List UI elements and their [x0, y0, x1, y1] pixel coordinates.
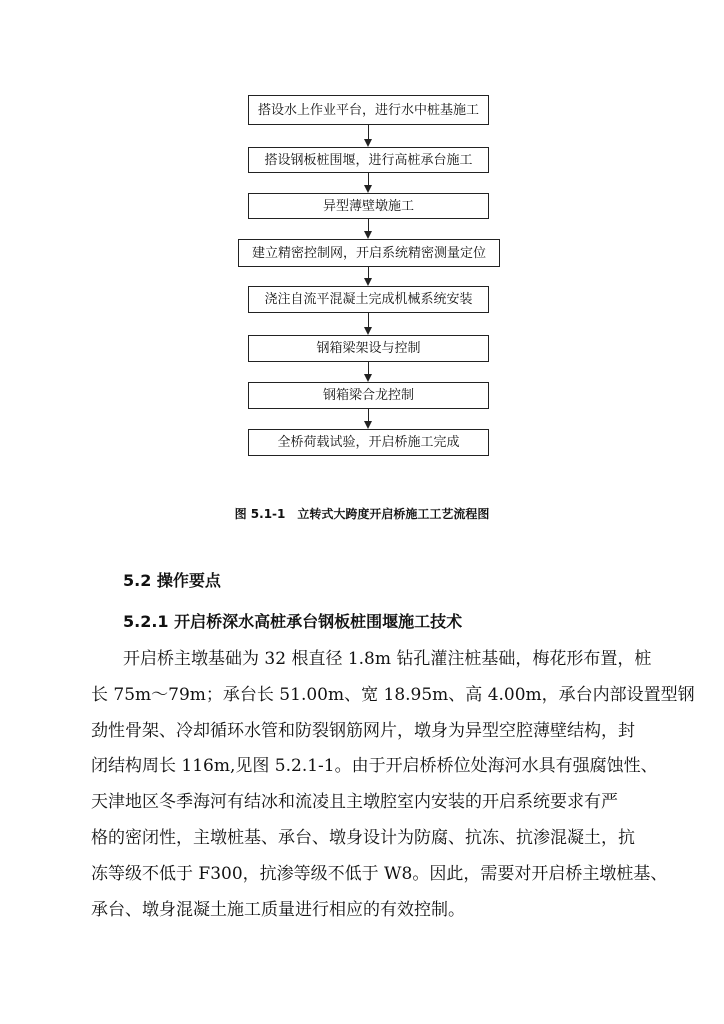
- flow-step-4: 建立精密控制网，开启系统精密测量定位: [238, 239, 500, 267]
- paragraph-line: 劲性骨架、冷却循环水管和防裂钢筋网片，墩身为异型空腔薄壁结构，封: [91, 720, 635, 741]
- flow-step-8: 全桥荷载试验，开启桥施工完成: [248, 429, 489, 456]
- flow-connector: [368, 125, 369, 139]
- section-heading: 5.2 操作要点: [123, 571, 221, 590]
- flow-arrow-icon: [364, 185, 372, 193]
- flow-connector: [368, 409, 369, 421]
- flow-arrow-icon: [364, 327, 372, 335]
- flow-step-6: 钢箱梁架设与控制: [248, 335, 489, 362]
- flow-connector: [368, 219, 369, 231]
- paragraph-line: 冻等级不低于 F300，抗渗等级不低于 W8。因此，需要对开启桥主墩桩基、: [91, 863, 668, 884]
- flow-arrow-icon: [364, 231, 372, 239]
- flow-arrow-icon: [364, 278, 372, 286]
- paragraph-line: 开启桥主墩基础为 32 根直径 1.8m 钻孔灌注桩基础，梅花形布置，桩: [123, 649, 652, 669]
- paragraph-line: 闭结构周长 116m,见图 5.2.1-1。由于开启桥桥位处海河水具有强腐蚀性、: [91, 756, 658, 777]
- figure-caption: 图 5.1-1 立转式大跨度开启桥施工工艺流程图: [234, 507, 490, 521]
- process-flowchart: [0, 0, 724, 480]
- subsection-heading: 5.2.1 开启桥深水高桩承台钢板桩围堰施工技术: [123, 612, 463, 631]
- body-paragraph: [91, 642, 695, 928]
- flow-step-1: 搭设水上作业平台，进行水中桩基施工: [248, 95, 489, 125]
- flow-arrow-icon: [364, 374, 372, 382]
- paragraph-line: 格的密闭性，主墩桩基、承台、墩身设计为防腐、抗冻、抗渗混凝土，抗: [91, 827, 635, 848]
- flow-step-7: 钢箱梁合龙控制: [248, 382, 489, 409]
- flow-step-5: 浇注自流平混凝土完成机械系统安装: [248, 286, 489, 313]
- flow-arrow-icon: [364, 139, 372, 147]
- paragraph-line: 承台、墩身混凝土施工质量进行相应的有效控制。: [91, 899, 465, 920]
- flow-connector: [368, 267, 369, 278]
- paragraph-line: 长 75m～79m；承台长 51.00m、宽 18.95m、高 4.00m，承台内部设置型钢: [91, 684, 695, 705]
- flow-connector: [368, 362, 369, 374]
- flow-arrow-icon: [364, 421, 372, 429]
- paragraph-line: 天津地区冬季海河有结冰和流凌且主墩腔室内安装的开启系统要求有严: [91, 792, 618, 813]
- flow-connector: [368, 313, 369, 327]
- flow-connector: [368, 173, 369, 185]
- flow-step-2: 搭设钢板桩围堰，进行高桩承台施工: [248, 147, 489, 173]
- flow-step-3: 异型薄壁墩施工: [248, 193, 489, 219]
